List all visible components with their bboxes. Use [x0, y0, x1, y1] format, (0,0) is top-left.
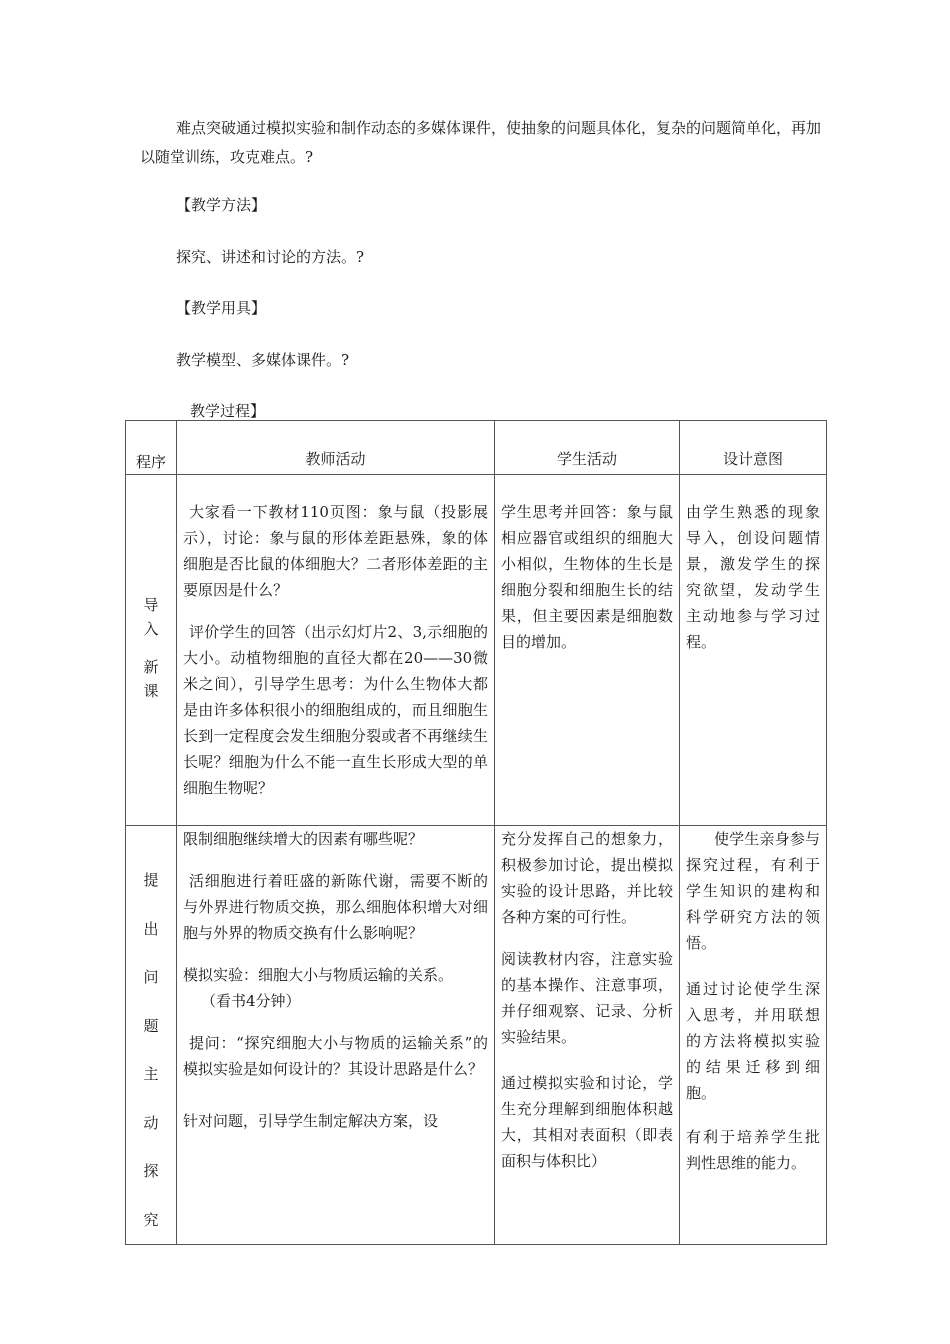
teacher-text: 模拟实验：细胞大小与物质运输的关系。 — [183, 966, 454, 984]
program-cell — [126, 475, 177, 826]
header-program: 程序 — [126, 421, 177, 475]
program-char: 主 — [143, 1065, 159, 1083]
program-cell — [126, 826, 177, 1245]
teacher-text: （看书4分钟） — [201, 992, 301, 1010]
header-teacher-activity: 教师活动 — [177, 421, 495, 475]
program-char: 动 — [143, 1113, 159, 1132]
tools-text: 教学模型、多媒体课件。? — [176, 351, 350, 369]
program-char: 究 — [143, 1210, 159, 1229]
method-heading: 【教学方法】 — [176, 196, 267, 214]
difficulty-paragraph: 难点突破通过模拟实验和制作动态的多媒体课件，使抽象的问题具体化，复杂的问题简单化，再加以随堂训练，攻克难点。? — [140, 119, 822, 166]
student-activity-cell — [495, 826, 680, 1245]
program-char: 题 — [143, 1016, 159, 1035]
teacher-text: 限制细胞继续增大的因素有哪些呢？ — [183, 830, 424, 848]
program-char: 入 — [143, 620, 159, 638]
program-char: 导 — [143, 596, 159, 614]
teacher-text: 大家看一下教材110页图：象与鼠（投影展示），讨论：象与鼠的形体差距悬殊，象的体细胞是否比鼠的体细胞大？二者形体差距的主要原因是什么？ — [183, 503, 488, 599]
design-text: 通过讨论使学生深入思考，并用联想的方法将模拟实验的结果迁移到细胞。 — [686, 980, 820, 1102]
design-intent-cell — [680, 475, 827, 826]
table-header-row — [126, 421, 827, 475]
student-text: 通过模拟实验和讨论，学生充分理解到细胞体积越大，其相对表面积（即表面积与体积比） — [501, 1074, 673, 1170]
design-text: 由学生熟悉的现象导入，创设问题情景，激发学生的探究欲望，发动学生主动地参与学习过程。 — [686, 503, 820, 651]
student-activity-cell — [495, 475, 680, 826]
program-char: 提 — [143, 871, 159, 889]
design-text: 使学生亲身参与探究过程，有利于学生知识的建构和科学研究方法的领悟。 — [686, 830, 820, 952]
teacher-text: 评价学生的回答（出示幻灯片2、3,示细胞的大小。动植物细胞的直径大都在20——30微米之间），引导学生思考：为什么生物体大都是由许多体积很小的细胞组成的，而且细胞生长到一定程度会发生细胞分裂或者不再继续生长呢？细胞为什么不能一直生长形成大型的单细胞生物呢？ — [183, 623, 488, 797]
teaching-process-table — [125, 420, 827, 1245]
method-text: 探究、讲述和讨论的方法。? — [176, 248, 365, 266]
table-row — [126, 475, 827, 826]
student-text: 充分发挥自己的想象力，积极参加讨论，提出模拟实验的设计思路，并比较各种方案的可行性。 — [501, 830, 673, 926]
table-row — [126, 826, 827, 1245]
teacher-text: 针对问题，引导学生制定解决方案，设 — [183, 1112, 439, 1130]
teacher-text: 活细胞进行着旺盛的新陈代谢，需要不断的与外界进行物质交换，那么细胞体积增大对细胞与外界的物质交换有什么影响呢？ — [183, 872, 488, 942]
teacher-activity-cell — [177, 475, 495, 826]
process-heading: 教学过程】 — [190, 402, 266, 420]
program-char: 课 — [143, 682, 159, 700]
tools-heading: 【教学用具】 — [176, 299, 267, 317]
student-text: 学生思考并回答：象与鼠相应器官或组织的细胞大小相似，生物体的生长是细胞分裂和细胞生长的结果，但主要因素是细胞数目的增加。 — [501, 503, 673, 651]
design-text: 有利于培养学生批判性思维的能力。 — [686, 1128, 820, 1172]
teacher-text: 提问：“探究细胞大小与物质的运输关系”的模拟实验是如何设计的？其设计思路是什么？ — [183, 1034, 488, 1078]
header-design-intent: 设计意图 — [680, 421, 827, 475]
teacher-activity-cell — [177, 826, 495, 1245]
program-char: 出 — [143, 919, 159, 938]
program-char: 问 — [143, 968, 159, 986]
design-intent-cell — [680, 826, 827, 1245]
student-text: 阅读教材内容，注意实验的基本操作、注意事项，并仔细观察、记录、分析实验结果。 — [501, 950, 673, 1046]
program-char: 探 — [143, 1162, 159, 1180]
program-char: 新 — [143, 658, 159, 676]
header-student-activity: 学生活动 — [495, 421, 680, 475]
